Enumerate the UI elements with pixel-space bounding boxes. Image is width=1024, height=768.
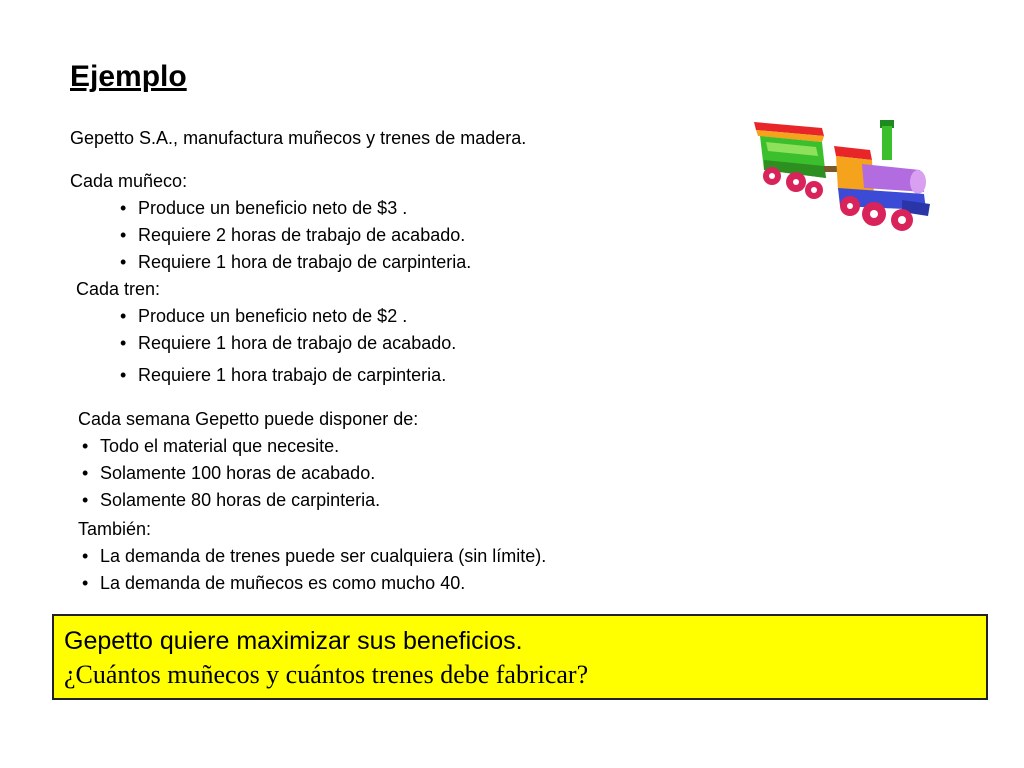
list-item: • Solamente 80 horas de carpinteria. xyxy=(78,487,418,514)
also-heading: También: xyxy=(78,519,152,539)
list-item: • Requiere 2 horas de trabajo de acabado. xyxy=(116,222,471,249)
train-section xyxy=(76,276,456,389)
also-list xyxy=(78,543,546,597)
list-item: • Produce un beneficio neto de $2 . xyxy=(116,303,456,330)
also-section xyxy=(78,516,546,597)
doll-section xyxy=(70,168,471,276)
list-item: • Todo el material que necesite. xyxy=(78,433,418,460)
question-callout xyxy=(52,614,988,700)
list-item: • Requiere 1 hora trabajo de carpinteria. xyxy=(116,362,456,389)
weekly-section xyxy=(78,406,418,514)
list-item: • Requiere 1 hora de trabajo de carpinteria. xyxy=(116,249,471,276)
list-item: • Requiere 1 hora de trabajo de acabado. xyxy=(116,330,456,357)
doll-list xyxy=(70,195,471,276)
train-heading: Cada tren: xyxy=(76,279,161,299)
slide-title: Ejemplo xyxy=(70,60,187,93)
intro-text: Gepetto S.A., manufactura muñecos y trenes de madera. xyxy=(70,128,527,148)
callout-line-1: Gepetto quiere maximizar sus beneficios. xyxy=(64,627,523,655)
train-list xyxy=(70,303,456,389)
list-item: • La demanda de trenes puede ser cualquiera (sin límite). xyxy=(78,543,546,570)
list-item: • La demanda de muñecos es como mucho 40. xyxy=(78,570,546,597)
doll-heading: Cada muñeco: xyxy=(70,171,188,191)
toy-train-icon xyxy=(752,112,930,236)
list-item: • Solamente 100 horas de acabado. xyxy=(78,460,418,487)
weekly-heading: Cada semana Gepetto puede disponer de: xyxy=(78,409,419,429)
callout-line-2: ¿Cuántos muñecos y cuántos trenes debe fabricar? xyxy=(64,660,589,689)
weekly-list xyxy=(78,433,418,514)
list-item: • Produce un beneficio neto de $3 . xyxy=(116,195,471,222)
